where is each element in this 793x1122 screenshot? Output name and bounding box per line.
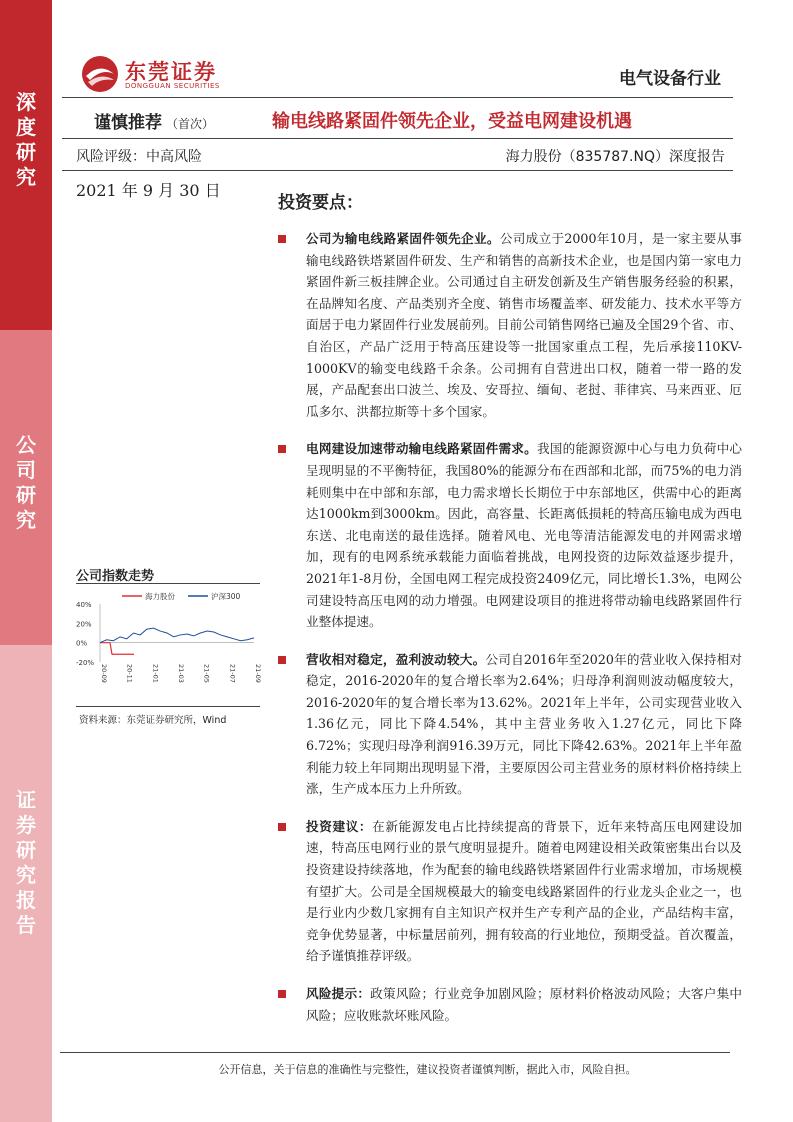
sidebar-char: 告 — [16, 913, 36, 937]
sidebar-section-depth-research — [0, 0, 52, 330]
section-title: 投资要点： — [278, 193, 363, 213]
chart-title: 公司指数走势 — [76, 569, 155, 584]
series-line-haili — [100, 643, 134, 655]
point-item — [276, 816, 742, 967]
y-tick-label: 20% — [76, 620, 92, 629]
point-item — [276, 228, 742, 422]
x-tick-label: 20-09 — [100, 664, 108, 683]
bullet-icon — [278, 823, 286, 831]
sidebar-char: 券 — [16, 813, 36, 837]
point-text: 公司成立于2000年10月，是一家主要从事输电线路铁塔紧固件研发、生产和销售的高新技术企业，也是国内第一家电力紧固件新三板挂牌企业。公司通过自主研发创新及生产销售服务经验的积累，在品牌知名度、产品类别齐全度、销售市场覆盖率、研发能力、技术水平等方面居于电力紧固件行业发展前列。目前公司销售网络已遍及全国29个省、市、自治区，产品广泛用于特高压建设等一批国家重点工程，先后承接110KV-1000KV的输变电线路千余条。公司拥有自营进出口权，随着一带一路的发展，产品配套出口波兰、埃及、安哥拉、缅甸、老挝、菲律宾、马来西亚、厄瓜多尔、洪都拉斯等十多个国家。 — [306, 231, 743, 419]
header-divider-2 — [62, 138, 733, 139]
point-heading: 营收相对稳定，盈利波动较大。 — [306, 651, 486, 667]
investment-points — [276, 228, 742, 1042]
bullet-icon — [278, 235, 286, 243]
stock-info: 海力股份（835787.NQ）深度报告 — [505, 149, 725, 165]
x-tick-label: 21-07 — [228, 664, 237, 683]
industry-label: 电气设备行业 — [619, 69, 721, 89]
x-tick-label: 21-01 — [151, 664, 160, 683]
chart-divider — [76, 583, 260, 584]
bullet-icon — [278, 445, 286, 453]
rating-value: 谨慎推荐 — [94, 113, 162, 133]
sidebar-char: 证 — [16, 788, 36, 812]
point-text: 我国的能源资源中心与电力负荷中心呈现明显的不平衡特征，我国80%的能源分布在西部和北部，而75%的电力消耗则集中在中部和东部，电力需求增长长期位于中东部地区，供需中心的距离达1000km到3000km。因此，高容量、长距离低损耗的特高压输电成为西电东送、北电南送的最佳选择。随着风电、光电等清洁能源发电的并网需求增加，现有的电网系统承载能力面临着挑战，电网投资的边际效益逐步提升，2021年1-8月份，全国电网工程完成投资2409亿元，同比增长1.3%，电网公司建设特高压电网的动力增强。电网建设项目的推进将带动输电线路紧固件行业整体提速。 — [306, 441, 743, 630]
sidebar-char: 研 — [16, 140, 36, 164]
point-text: 政策风险；行业竞争加剧风险；原材料价格波动风险；大客户集中风险；应收账款坏账风险。 — [306, 986, 743, 1023]
legend-label: 沪深300 — [211, 592, 241, 601]
sidebar-char: 究 — [16, 863, 36, 887]
sidebar-section-securities-report — [0, 645, 52, 1122]
sidebar — [0, 0, 52, 1122]
chart-source-divider — [76, 706, 260, 707]
x-tick-label: 21-09 — [254, 664, 262, 683]
risk-level: 风险评级：中高风险 — [76, 149, 202, 165]
series-line-hs300 — [100, 628, 254, 643]
logo-text: 东莞证券 — [125, 60, 217, 84]
logo-emblem-icon — [80, 54, 120, 94]
sidebar-char: 究 — [16, 508, 36, 532]
sidebar-section-company-research — [0, 330, 52, 645]
x-tick-label: 21-03 — [177, 664, 185, 683]
rating — [94, 108, 214, 133]
point-heading: 风险提示： — [306, 986, 371, 1001]
logo-subtitle: DONGGUAN SECURITIES — [125, 82, 220, 90]
report-headline: 输电线路紧固件领先企业，受益电网建设机遇 — [272, 111, 632, 132]
y-tick-label: 40% — [76, 601, 92, 609]
bullet-icon — [278, 990, 286, 998]
chart-source: 资料来源：东莞证券研究所，Wind — [79, 715, 227, 726]
point-heading: 电网建设加速带动输电线路紧固件需求。 — [306, 441, 537, 457]
y-tick-label: 0% — [76, 639, 88, 648]
sidebar-char: 报 — [16, 888, 36, 912]
x-tick-label: 20-11 — [125, 664, 134, 683]
bullet-icon — [278, 656, 286, 664]
sidebar-char: 公 — [16, 433, 36, 457]
sidebar-char: 研 — [16, 838, 36, 862]
sidebar-char: 度 — [16, 115, 36, 139]
sidebar-char: 究 — [16, 165, 36, 189]
point-heading: 公司为输电线路紧固件领先企业。 — [306, 231, 500, 246]
sidebar-char: 研 — [16, 483, 36, 507]
company-logo — [80, 54, 240, 96]
point-item — [276, 438, 742, 632]
point-text: 公司自2016年至2020年的营业收入保持相对稳定，2016-2020年的复合增长率为2.64%；归母净利润则波动幅度较大，2016-2020年的复合增长率为13.62%。2021年上半年，公司实现营业收入1.36亿元，同比下降4.54%，其中主营业务收入1.27亿元，同比下降6.72%；实现归母净利润916.39万元，同比下降42.63%。2021年上半年盈利能力较上年同期出现明显下滑，主要原因公司主营业务的原材料价格持续上涨，生产成本压力上升所致。 — [306, 651, 743, 797]
point-heading: 投资建议： — [306, 818, 373, 834]
index-trend-chart — [76, 588, 260, 700]
point-text: 在新能源发电占比持续提高的背景下，近年来特高压电网建设加速，特高压电网行业的景气度明显提升。随着电网建设相关政策密集出台以及投资建设持续落地，作为配套的输电线路铁塔紧固件行业需求增加，市场规模有望扩大。公司是全国规模最大的输变电线路紧固件的行业龙头企业之一，也是行业内少数几家拥有自主知识产权并生产专利产品的企业，产品结构丰富，竞争优势显著，中标量居前列，拥有较高的行业地位，预期受益。首次覆盖，给予谨慎推荐评级。 — [306, 818, 743, 964]
sidebar-char: 深 — [16, 90, 36, 114]
footer-disclaimer: 公开信息，关于信息的准确性与完整性，建议投资者谨慎判断，据此入市，风险自担。 — [218, 1063, 637, 1076]
header-divider — [62, 97, 733, 98]
x-tick-label: 21-05 — [202, 664, 211, 683]
point-item — [276, 983, 742, 1026]
rating-note: （首次） — [166, 117, 215, 131]
report-date: 2021 年 9 月 30 日 — [76, 181, 221, 200]
sidebar-char: 司 — [16, 458, 36, 482]
header-divider-3 — [62, 170, 733, 171]
footer-divider — [60, 1052, 730, 1053]
point-item — [276, 649, 742, 800]
legend-label: 海力股份 — [145, 592, 175, 601]
y-tick-label: -20% — [76, 659, 95, 667]
